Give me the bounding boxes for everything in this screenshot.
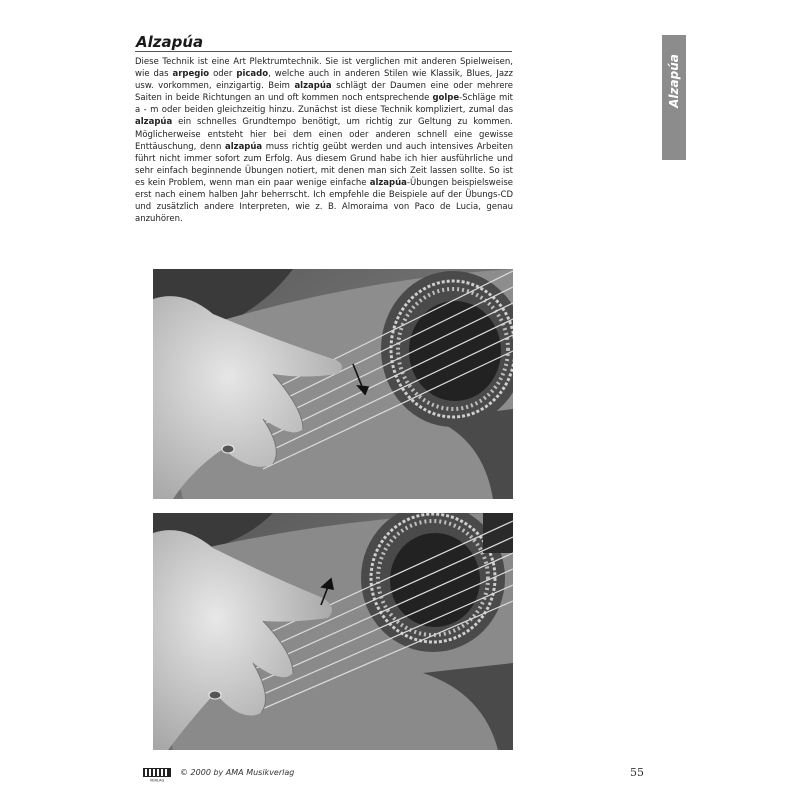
publisher-logo: [143, 767, 171, 781]
publisher-logo-text: VERLAG: [149, 778, 165, 782]
guitar-photo-downstroke: [153, 269, 513, 499]
body-paragraph: [135, 56, 513, 225]
body-text-run: -Schläge mit a - m oder beiden gleichzeitig hinzu. Zunächst ist diese Technik kompliziert, zumal das: [135, 93, 513, 116]
body-term: alzapúa: [369, 177, 407, 188]
body-text-run: oder: [209, 69, 237, 80]
heading-rule: [135, 51, 512, 52]
body-term: alzapúa: [135, 117, 173, 128]
body-text-run: schlägt der Daumen eine oder mehrere Saiten in beide Richtungen an und oft kommen noch entsprechende: [135, 81, 513, 104]
guitar-photo-upstroke: [153, 513, 513, 750]
page-heading: Alzapúa: [136, 33, 204, 51]
body-text-run: -Übungen beispielsweise erst nach einem halben Jahr beherrscht. Ich empfehle die Beispiele auf der Übungs-CD und zusätzlich andere Interpreten, wie z. B. Almoraima von Paco de Lucia, genau anzuhören.: [135, 177, 513, 225]
chapter-side-tab-label: Alzapúa: [667, 54, 681, 108]
chapter-side-tab: [662, 35, 686, 160]
body-text-run: Diese Technik ist eine Art Plektrumtechnik. Sie ist verglichen mit anderen Spielweisen, wie das: [135, 57, 513, 80]
body-text-run: , welche auch in anderen Stilen wie Klassik, Blues, Jazz usw. vorkommen, einzigartig. Beim: [135, 69, 513, 92]
footer-copyright: © 2000 by AMA Musikverlag: [180, 768, 295, 777]
body-text-run: ein schnelles Grundtempo benötigt, um richtig zur Geltung zu kommen. Möglicherweise entsteht hier bei dem einen oder anderen schnell eine gewisse Enttäuschung, denn: [135, 117, 513, 152]
page-number: 55: [630, 766, 644, 779]
body-term: golpe: [432, 93, 460, 104]
body-term: alzapúa: [224, 141, 263, 152]
body-term: picado: [236, 69, 269, 80]
body-term: arpegio: [172, 69, 210, 80]
body-text-run: muss richtig geübt werden und auch intensives Arbeiten führt nicht immer sofort zum Erfolg. Aus diesem Grund habe ich hier ausführliche und sehr einfach beginnende Übungen notiert, mit denen man sich Zeit lassen sollte. So ist es kein Problem, wenn man ein paar wenige einfache: [135, 141, 513, 188]
body-term: alzapúa: [294, 81, 332, 92]
